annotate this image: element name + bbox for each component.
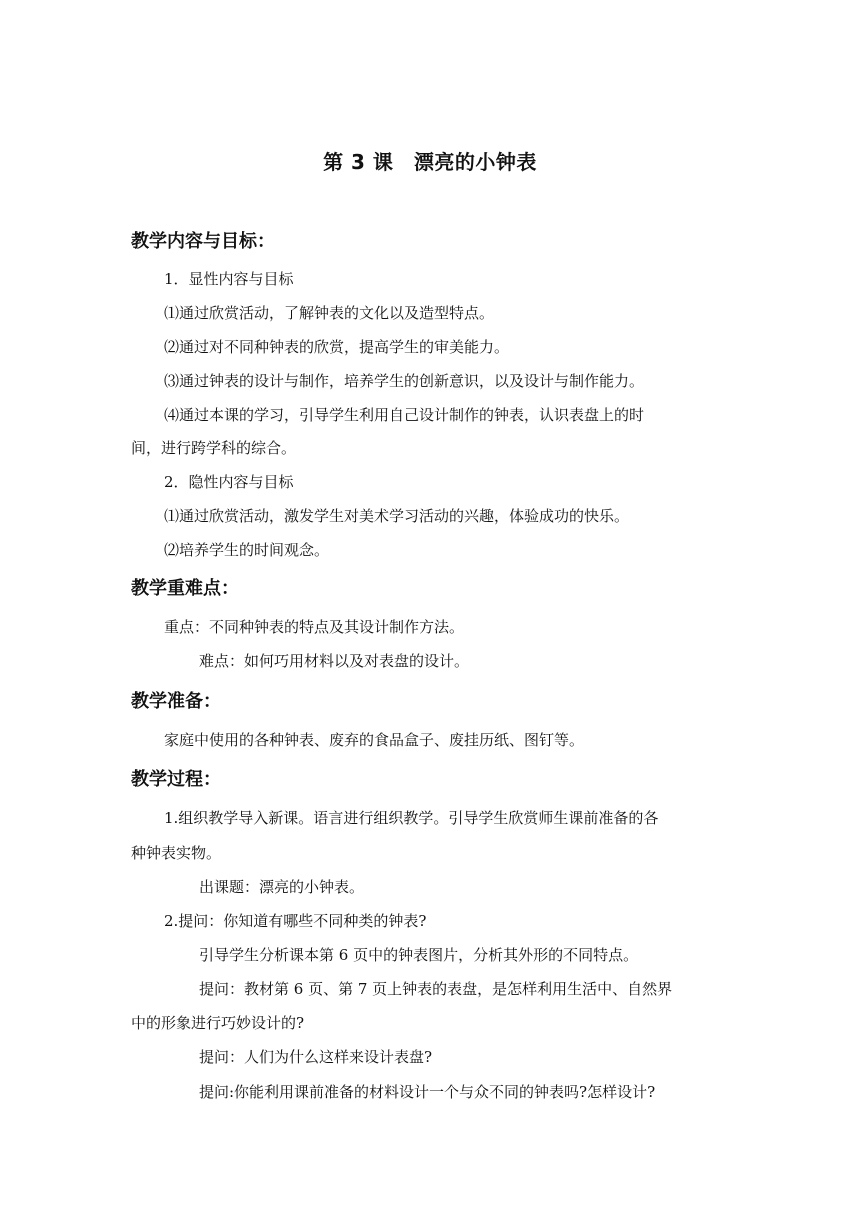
- heading-key-points: 教学重难点：: [131, 578, 239, 599]
- paragraph-line: ⑴通过欣赏活动，了解钟表的文化以及造型特点。: [164, 304, 495, 322]
- paragraph-line: 重点：不同种钟表的特点及其设计制作方法。: [164, 618, 465, 636]
- paragraph-line: ⑷通过本课的学习，引导学生利用自己设计制作的钟表，认识表盘上的时: [164, 406, 645, 424]
- paragraph-line: ⑵通过对不同种钟表的欣赏，提高学生的审美能力。: [164, 338, 510, 356]
- paragraph-line: ⑴通过欣赏活动，激发学生对美术学习活动的兴趣，体验成功的快乐。: [164, 507, 630, 525]
- paragraph-line: 提问：人们为什么这样来设计表盘?: [199, 1048, 433, 1066]
- paragraph-line: 引导学生分析课本第 6 页中的钟表图片，分析其外形的不同特点。: [199, 946, 639, 964]
- paragraph-line: ⑶通过钟表的设计与制作，培养学生的创新意识，以及设计与制作能力。: [164, 372, 645, 390]
- paragraph-line: 中的形象进行巧妙设计的?: [131, 1014, 305, 1032]
- paragraph-line: 1．显性内容与目标: [164, 270, 294, 288]
- heading-process: 教学过程：: [131, 769, 221, 790]
- paragraph-line: 提问：教材第 6 页、第 7 页上钟表的表盘，是怎样利用生活中、自然界: [199, 980, 673, 998]
- paragraph-line: 家庭中使用的各种钟表、废弃的食品盒子、废挂历纸、图钉等。: [164, 731, 585, 749]
- paragraph-line: 2．隐性内容与目标: [164, 473, 294, 491]
- heading-objectives: 教学内容与目标：: [131, 231, 275, 252]
- heading-preparation: 教学准备：: [131, 691, 221, 712]
- paragraph-line: 出课题：漂亮的小钟表。: [199, 878, 365, 896]
- paragraph-line: 难点：如何巧用材料以及对表盘的设计。: [199, 652, 470, 670]
- paragraph-line: 2.提问：你知道有哪些不同种类的钟表?: [164, 912, 427, 930]
- lesson-title: 第 3 课 漂亮的小钟表: [323, 150, 537, 174]
- paragraph-line: 间，进行跨学科的综合。: [131, 439, 297, 457]
- paragraph-line: ⑵培养学生的时间观念。: [164, 541, 330, 559]
- paragraph-line: 1.组织教学导入新课。语言进行组织教学。引导学生欣赏师生课前准备的各: [164, 809, 659, 827]
- paragraph-line: 种钟表实物。: [131, 844, 222, 862]
- paragraph-line: 提问:你能利用课前准备的材料设计一个与众不同的钟表吗?怎样设计?: [199, 1083, 656, 1101]
